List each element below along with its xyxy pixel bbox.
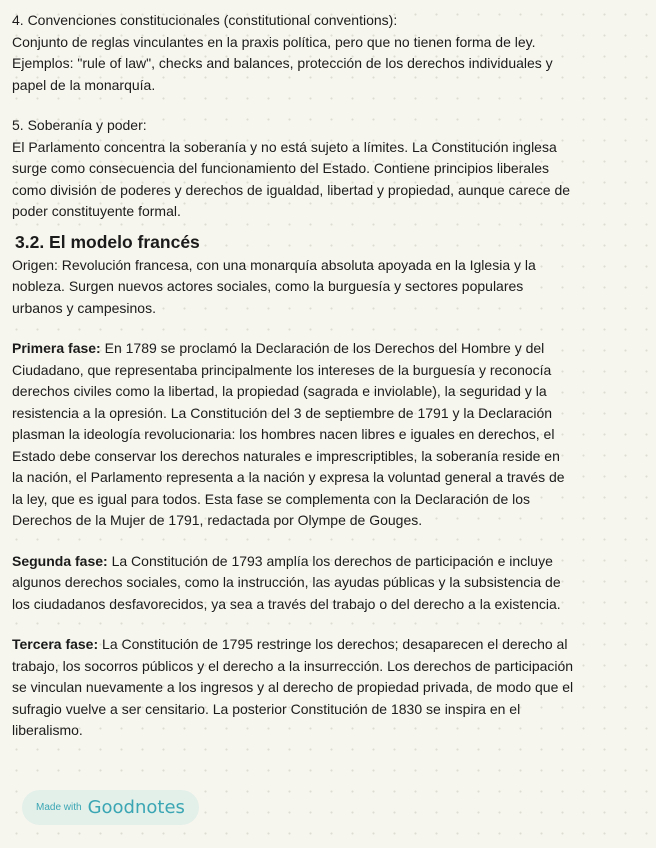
paragraph-line: urbanos y campesinos.	[12, 299, 156, 316]
paragraph-line: algunos derechos sociales, como la instrucción, las ayudas públicas y la subsistencia de	[12, 574, 561, 590]
segunda-fase-label: Segunda fase:	[12, 552, 108, 569]
document-page	[12, 10, 648, 761]
soberania-heading: 5. Soberanía y poder:	[12, 117, 147, 133]
paragraph-line	[12, 338, 648, 360]
paragraph-line: Conjunto de reglas vinculantes en la praxis política, pero que no tienen forma de ley.	[12, 33, 536, 50]
section-title: 3.2. El modelo francés	[15, 231, 200, 252]
made-with-goodnotes-badge[interactable]	[22, 790, 199, 825]
primera-fase-label: Primera fase:	[12, 340, 101, 356]
section-soberania	[12, 115, 648, 223]
segunda-fase-text: La Constitución de 1793 amplía los derechos de participación e incluye	[107, 552, 553, 569]
paragraph-line: Ejemplos: "rule of law", checks and balances, protección de los derechos individuales y	[12, 55, 553, 71]
section-origen	[12, 255, 648, 320]
paragraph-line: como división de poderes y derechos de igualdad, libertad y propiedad, aunque carece de	[12, 181, 571, 198]
paragraph-line	[12, 634, 648, 656]
paragraph-line: nobleza. Surgen nuevos actores sociales, como la burguesía y sectores populares	[12, 278, 524, 294]
paragraph-line: la nación, el Parlamento representa a la nación y expresa la voluntad general a través de	[12, 469, 565, 485]
badge-made-with-text: Made with	[36, 802, 82, 813]
paragraph-line: Origen: Revolución francesa, con una monarquía absoluta apoyada en la Iglesia y la	[12, 256, 536, 273]
paragraph-line: plasman la ideología revolucionaria: los hombres nacen libres e iguales en derechos, el	[12, 426, 555, 442]
paragraph-line: poder constituyente formal.	[12, 203, 181, 219]
tercera-fase-label: Tercera fase:	[12, 636, 99, 652]
section-convenciones	[12, 10, 648, 96]
paragraph-line: resistencia a la opresión. La Constitución del 3 de septiembre de 1791 y la Declaración	[12, 404, 553, 421]
paragraph-line: se vinculan nuevamente a los ingresos y al derecho de propiedad privada, de modo que el	[12, 679, 574, 695]
paragraph-line: los ciudadanos desfavorecidos, ya sea a través del trabajo o del derecho a la existencia.	[12, 595, 561, 612]
paragraph-line: la ley, que es igual para todos. Esta fase se complementa con la Declaración de los	[12, 490, 531, 507]
paragraph-line: liberalismo.	[12, 722, 83, 738]
paragraph-line: El Parlamento concentra la soberanía y no está sujeto a límites. La Constitución inglesa	[12, 138, 557, 155]
convenciones-heading: 4. Convenciones constitucionales (constitutional conventions):	[12, 12, 398, 28]
paragraph-line	[12, 551, 648, 573]
paragraph-line: derechos civiles como la libertad, la propiedad (sagrada e inviolable), la seguridad y la	[12, 383, 547, 399]
section-segunda-fase	[12, 551, 648, 616]
paragraph-line: surge como consecuencia del funcionamiento del Estado. Contiene principios liberales	[12, 160, 549, 176]
paragraph-line: trabajo, los socorros públicos y el derecho a la insurrección. Los derechos de participación	[12, 657, 574, 674]
tercera-fase-text: La Constitución de 1795 restringe los derechos; desaparecen el derecho al	[98, 636, 568, 652]
section-primera-fase	[12, 338, 648, 532]
paragraph-line: Ciudadano, que representaba principalmente los intereses de la burguesía y reconocía	[12, 361, 552, 378]
paragraph-line: Estado debe conservar los derechos naturales e imprescriptibles, la soberanía reside en	[12, 447, 560, 464]
paragraph-line: sufragio vuelve a ser censitario. La posterior Constitución de 1830 se inspira en el	[12, 700, 521, 717]
paragraph-line: papel de la monarquía.	[12, 76, 156, 93]
goodnotes-logo: Goodnotes	[87, 797, 185, 818]
primera-fase-text: En 1789 se proclamó la Declaración de los Derechos del Hombre y del	[100, 340, 545, 356]
section-tercera-fase	[12, 634, 648, 742]
paragraph-line: Derechos de la Mujer de 1791, redactada por Olympe de Gouges.	[12, 512, 423, 528]
